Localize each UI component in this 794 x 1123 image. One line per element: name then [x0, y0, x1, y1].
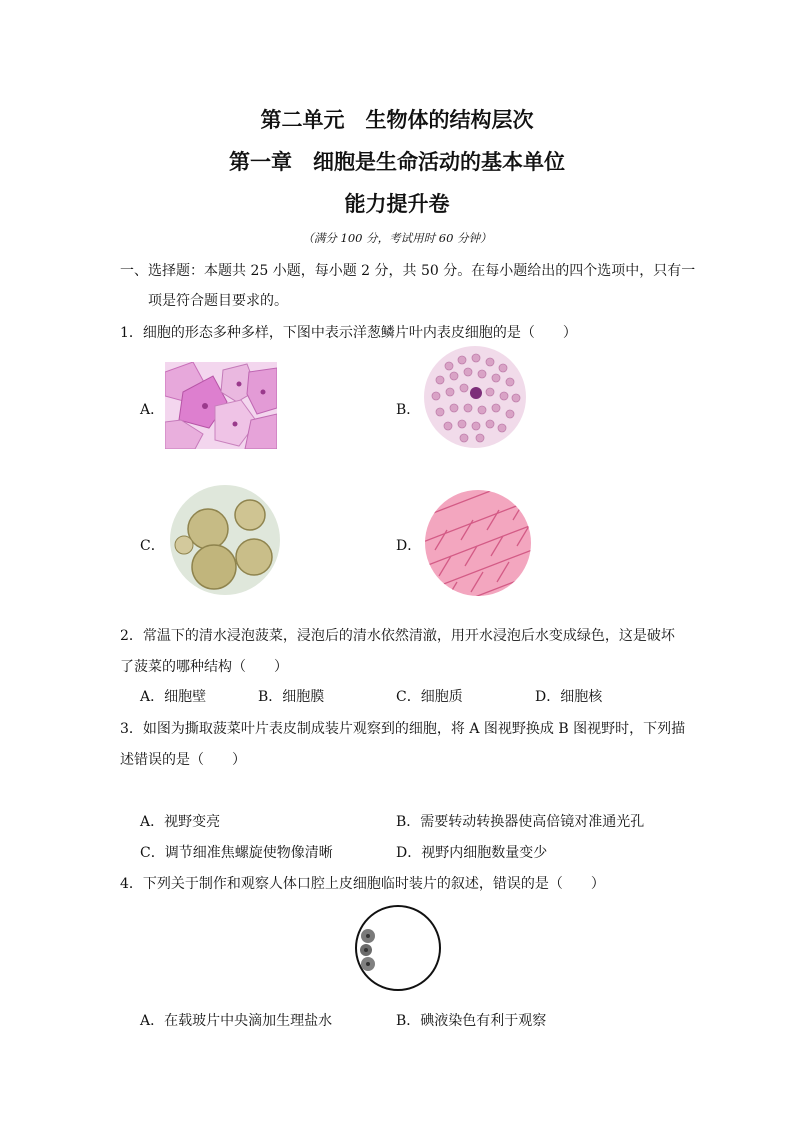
- q4-option-b: B．碘液染色有利于观察: [396, 1013, 547, 1029]
- q3-stem-line2: 述错误的是（ ）: [120, 752, 246, 768]
- microscope-field-image: [354, 904, 442, 992]
- blood-cells-image: [424, 346, 526, 448]
- q1-option-a-label: A．: [140, 402, 165, 418]
- q1-option-c-label: C．: [140, 538, 165, 554]
- q2-option-d: D．细胞核: [535, 689, 603, 705]
- q3-stem-line1: 3．如图为撕取菠菜叶片表皮制成装片观察到的细胞，将 A 图视野换成 B 图视野时，下列描: [120, 721, 686, 737]
- exam-note: （满分 100 分，考试用时 60 分钟）: [302, 231, 492, 245]
- q3-option-b: B．需要转动转换器使高倍镜对准通光孔: [396, 814, 645, 830]
- round-cells-image: [170, 485, 280, 595]
- cheek-cells-image: [165, 362, 277, 449]
- q2-option-c: C．细胞质: [396, 689, 463, 705]
- paper-title: 能力提升卷: [344, 192, 450, 216]
- q1-stem: 1．细胞的形态多种多样，下图中表示洋葱鳞片叶内表皮细胞的是（ ）: [120, 325, 577, 341]
- onion-cells-image: [425, 490, 531, 596]
- q2-option-b: B．细胞膜: [258, 689, 325, 705]
- q2-stem-line2: 了菠菜的哪种结构（ ）: [120, 659, 288, 675]
- q3-option-a: A．视野变亮: [140, 814, 221, 830]
- q2-stem-line1: 2．常温下的清水浸泡菠菜，浸泡后的清水依然清澈，用开水浸泡后水变成绿色，这是破坏: [120, 628, 675, 644]
- q2-option-a: A．细胞壁: [140, 689, 207, 705]
- section-heading-line2: 项是符合题目要求的。: [148, 293, 288, 309]
- section-heading-line1: 一、选择题：本题共 25 小题，每小题 2 分，共 50 分。在每小题给出的四个选项中，只有一: [120, 263, 696, 279]
- chapter-title: 第一章 细胞是生命活动的基本单位: [229, 150, 565, 174]
- q4-stem: 4．下列关于制作和观察人体口腔上皮细胞临时装片的叙述，错误的是（ ）: [120, 876, 605, 892]
- q1-option-d-label: D．: [396, 538, 422, 554]
- q1-option-b-label: B．: [396, 402, 421, 418]
- q3-option-d: D．视野内细胞数量变少: [396, 845, 548, 861]
- q3-option-c: C．调节细准焦螺旋使物像清晰: [140, 845, 333, 861]
- q4-option-a: A．在载玻片中央滴加生理盐水: [140, 1013, 333, 1029]
- unit-title: 第二单元 生物体的结构层次: [260, 108, 534, 132]
